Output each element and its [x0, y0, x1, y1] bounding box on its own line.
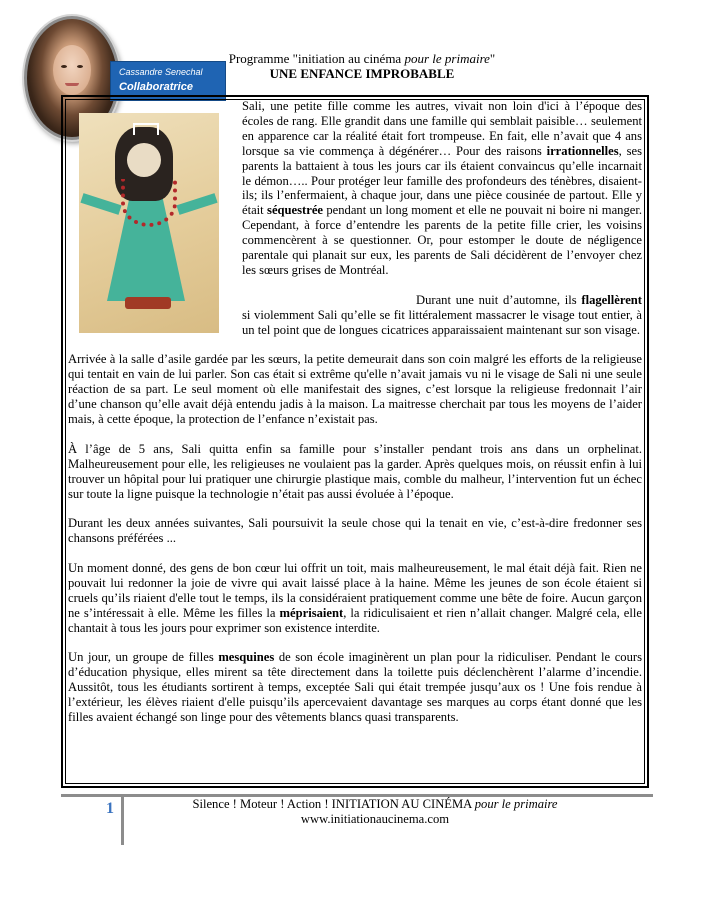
paragraph-2: Durant une nuit d’automne, ils flagellèrent si violemment Sali qu’elle se fit littéralement massacrer le visage tout entier, à un tel point que de longues cicatrices apparaissaient maintenant sur son visage.	[242, 292, 642, 337]
page-title: UNE ENFANCE IMPROBABLE	[269, 66, 455, 81]
paragraph-6: Un moment donné, des gens de bon cœur lui offrit un toit, mais malheureusement, le mal était déjà fait. Rien ne pouvait lui redonner la joie de vivre qui avait laissé place à la haine. Même les jeunes de son école étaient si cruels qu’ils riaient d'elle tout le temps, ils la considéraient pratiquement comme une bête de foire. Aucun garçon ne s’intéressait à elle. Même les filles la méprisaient, la ridiculisaient et rien n’allait changer. Malgré cela, elle chantait à tous les jours pour exprimer son existence interdite.	[68, 561, 642, 635]
page-header	[218, 51, 506, 81]
paragraph-7: Un jour, un groupe de filles mesquines de son école imaginèrent un plan pour la ridiculiser. Pendant le cours d’éducation physique, elles mirent sa tête directement dans la toilette puis déclenchèrent l’alarme d’incendie. Aussitôt, tous les étudiants sortirent à temps, exceptée Sali qui était trempée jusqu’aux os ! Une fois rendue à l’extérieur, les élèves riaient d'elle puisqu’ils apercevaient davantage ses marques au corps étant donné que les filles avaient échangé son linge pour des vêtements blancs quasi transparents.	[68, 650, 642, 725]
program-line	[218, 51, 506, 66]
program-suffix: "	[489, 51, 496, 66]
article-body	[68, 99, 642, 740]
paragraph-5: Durant les deux années suivantes, Sali poursuivit la seule chose qui la tenait en vie, c’est-à-dire fredonner ses chansons préférées ...	[68, 516, 642, 546]
paragraph-4: À l’âge de 5 ans, Sali quitta enfin sa famille pour s’installer pendant trois ans dans un orphelinat. Malheureusement pour elle, les religieuses ne voulaient pas la garder. Après quelques mois, on réussit enfin à lui trouver un hôpital pour lui pratiquer une chirurgie plastique mais, comble du malheur, l’intervention fut un échec sur toute la ligne puisque la technologie n’était pas aussi évoluée à l’époque.	[68, 441, 642, 501]
footer-divider	[121, 797, 124, 845]
author-name: Cassandre Senechal	[119, 67, 203, 77]
avatar-eye	[61, 65, 67, 68]
footer-website-link[interactable]: www.initiationaucinema.com	[300, 812, 450, 826]
page-number: 1	[106, 800, 114, 817]
avatar-face	[53, 45, 91, 95]
paragraph-3: Arrivée à la salle d’asile gardée par les sœurs, la petite demeurait dans son coin malgré les efforts de la religieuse qui tentait en vain de lui parler. Son cas était si extrême qu'elle n’avait jamais vu ni le visage de Sali ni une seule réaction de sa part. Le seul moment où elle manifestait des signes, c’est lorsque la religieuse fredonnait l’air d’une chanson qu’elle avait déjà entendu jadis à la maison. La maitresse cherchait par tous les moyens de l’aider mais, à cette époque, la protection de l’enfance n’existait pas.	[68, 352, 642, 426]
avatar-eye	[77, 65, 83, 68]
avatar-mouth	[65, 83, 79, 86]
program-italic: pour le primaire	[404, 51, 490, 66]
paragraph-1: Sali, une petite fille comme les autres, vivait non loin d'ici à l’époque des écoles de rang. Elle grandit dans une famille qui semblait paisible… seulement en apparence car la réalité était fort trompeuse. En fait, elle n’avait que 4 ans lorsque sa vie commença à dégénérer… Pour des raisons irrationnelles, ses parents la battaient à tous les jours car ils étaient convaincus qu’elle incarnait le démon….. Pour protéger leur famille des profondeurs des ténèbres, disaient-ils; ils l’enfermaient, à chaque jour, dans une pièce cousinée de partout. Elle y était séquestrée pendant un long moment et elle ne pouvait ni boire ni manger. Cependant, à force d’entendre les parents de la petite fille crier, les voisins commencèrent à se questionner. Or, pour estomper le doute de négligence parentale qui planait sur eux, les parents de Sali décidèrent de l’envoyer chez les sœurs grises de Montréal.	[242, 99, 642, 277]
program-prefix: Programme "initiation au cinéma	[228, 51, 405, 66]
author-role: Collaboratrice	[119, 81, 193, 93]
page-footer	[130, 797, 620, 827]
footer-line-1: Silence ! Moteur ! Action ! INITIATION AU CINÉMA pour le primaire	[192, 797, 558, 811]
